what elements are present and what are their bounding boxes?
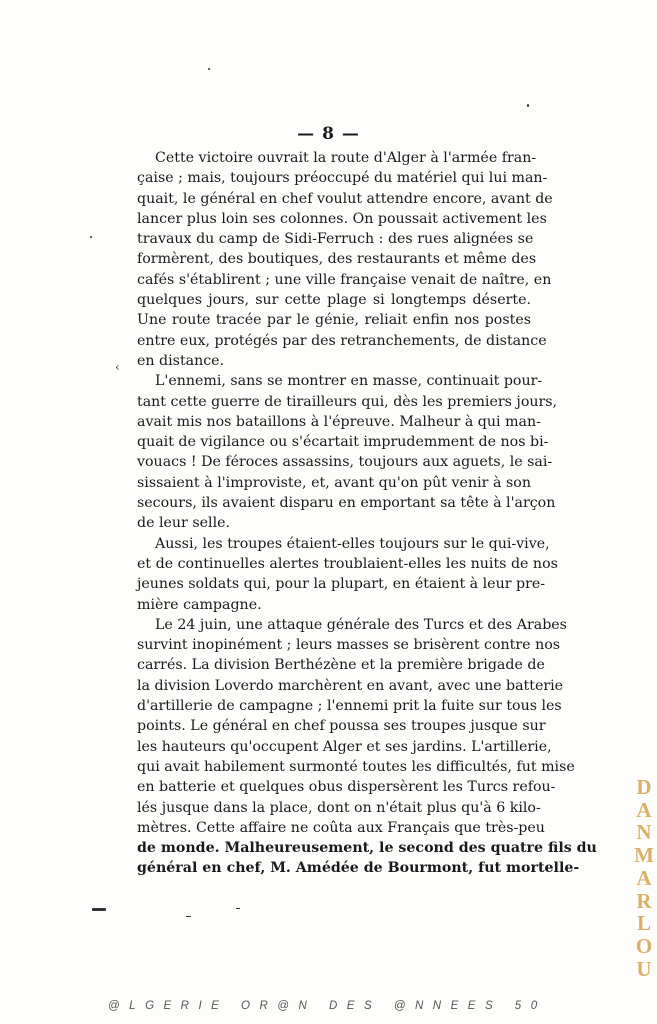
- text-line: d'artillerie de campagne ; l'ennemi prit la fuite sur tous les: [137, 698, 562, 715]
- text-line: lancer plus loin ses colonnes. On poussait activement les: [137, 210, 547, 227]
- speck: [527, 104, 529, 107]
- text-line: mètres. Cette affaire ne coûta aux Français que très-peu: [137, 819, 545, 836]
- text-line: et de continuelles alertes troublaient-elles les nuits de nos: [137, 555, 558, 572]
- margin-mark: ‹: [115, 360, 120, 374]
- watermark: DANMARLOU: [634, 775, 654, 981]
- text-line: jeunes soldats qui, pour la plupart, en étaient à leur pre-: [137, 576, 546, 593]
- speck: [236, 908, 240, 909]
- text-line: survint inopinément ; leurs masses se brisèrent contre nos: [137, 637, 561, 654]
- text-line: travaux du camp de Sidi-Ferruch : des rues alignées se: [137, 231, 534, 248]
- text-line: points. Le général en chef poussa ses troupes jusque sur: [137, 718, 546, 735]
- text-line: avait mis nos bataillons à l'épreuve. Malheur à qui man-: [137, 413, 541, 430]
- text-line: quait, le général en chef voulut attendre encore, avant de: [137, 190, 553, 207]
- text-line: tant cette guerre de tirailleurs qui, dès les premiers jours,: [137, 393, 558, 410]
- text-line: sissaient à l'improviste, et, avant qu'on pût venir à son: [137, 474, 531, 491]
- text-line: en batterie et quelques obus dispersèrent les Turcs refou-: [137, 779, 556, 796]
- footer-caption: @LGERIE OR@N DES @NNEES 50: [108, 1000, 547, 1012]
- text-line: la division Loverdo marchèrent en avant, avec une batterie: [137, 677, 564, 694]
- text-line: vouacs ! De féroces assassins, toujours aux aguets, le sai-: [137, 454, 553, 471]
- text-line: formèrent, des boutiques, des restaurants et même des: [137, 251, 537, 268]
- text-line: secours, ils avaient disparu en emportant sa tête à l'arçon: [137, 495, 556, 512]
- text-line: L'ennemi, sans se montrer en masse, continuait pour-: [155, 373, 543, 390]
- text-line: Une route tracée par le génie, reliait enfin nos postes: [137, 312, 531, 329]
- speck: [92, 908, 106, 911]
- text-line: çaise ; mais, toujours préoccupé du matériel qui lui man-: [137, 170, 548, 187]
- text-line: carrés. La division Berthézène et la première brigade de: [137, 657, 545, 674]
- text-line: Aussi, les troupes étaient-elles toujours sur le qui-vive,: [155, 535, 550, 552]
- speck: [208, 68, 210, 70]
- speck: [186, 916, 191, 917]
- text-line: quelques jours, sur cette plage si longtemps déserte.: [137, 292, 531, 309]
- text-line: lés jusque dans la place, dont on n'était plus qu'à 6 kilo-: [137, 799, 541, 816]
- text-line: qui avait habilement surmonté toutes les difficultés, fut mise: [137, 758, 575, 775]
- speck: [90, 236, 92, 238]
- text-line: entre eux, protégés par des retranchements, de distance: [137, 332, 547, 349]
- text-line: cafés s'établirent ; une ville française venait de naître, en: [137, 271, 552, 288]
- text-line: quait de vigilance ou s'écartait imprudemment de nos bi-: [137, 434, 549, 451]
- text-line: en distance.: [137, 352, 225, 369]
- page-number: — 8 —: [297, 124, 360, 144]
- body-text: [137, 148, 597, 879]
- text-line: de monde. Malheureusement, le second des quatre fils du: [137, 840, 597, 857]
- text-line: Cette victoire ouvrait la route d'Alger à l'armée fran-: [155, 150, 537, 166]
- text-line: Le 24 juin, une attaque générale des Turcs et des Arabes: [155, 616, 567, 633]
- text-line: général en chef, M. Amédée de Bourmont, fut mortelle-: [137, 860, 580, 877]
- text-line: les hauteurs qu'occupent Alger et ses jardins. L'artillerie,: [137, 738, 552, 755]
- text-line: de leur selle.: [137, 515, 231, 532]
- text-line: mière campagne.: [137, 596, 262, 613]
